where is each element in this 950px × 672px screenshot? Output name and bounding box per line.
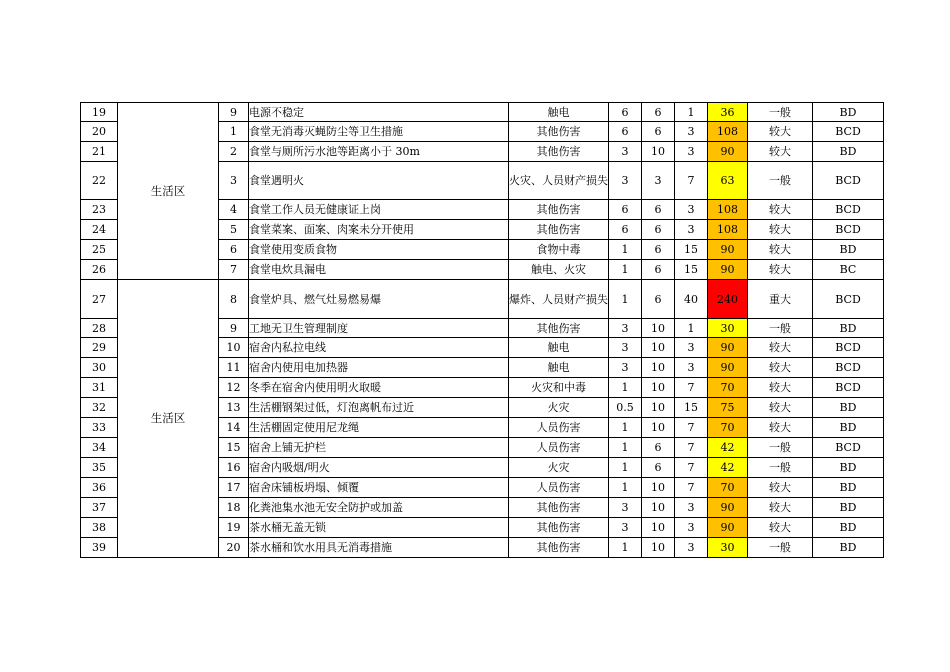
likelihood-cell: 1 [609,458,642,478]
consequence-cell: 15 [675,260,708,280]
likelihood-cell: 1 [609,418,642,438]
risk-score-cell: 63 [708,162,748,200]
risk-assessment-table [80,102,884,558]
item-index-cell: 14 [219,418,249,438]
row-number-cell: 30 [81,358,118,378]
area-cell: 生活区 [118,103,219,280]
control-measure-cell: BCD [813,280,884,319]
hazard-source-cell: 食堂菜案、面案、肉案未分开使用 [249,220,509,240]
possible-accident-cell: 其他伤害 [509,319,609,338]
exposure-cell: 6 [642,260,675,280]
hazard-source-cell: 冬季在宿舍内使用明火取暖 [249,378,509,398]
consequence-cell: 15 [675,240,708,260]
control-measure-cell: BD [813,458,884,478]
likelihood-cell: 3 [609,162,642,200]
risk-level-cell: 较大 [748,240,813,260]
consequence-cell: 1 [675,319,708,338]
hazard-source-cell: 宿舍内使用电加热器 [249,358,509,378]
control-measure-cell: BD [813,478,884,498]
risk-score-cell: 90 [708,338,748,358]
row-number-cell: 34 [81,438,118,458]
item-index-cell: 11 [219,358,249,378]
hazard-source-cell: 宿舍床铺板坍塌、倾覆 [249,478,509,498]
risk-level-cell: 较大 [748,518,813,538]
control-measure-cell: BD [813,240,884,260]
possible-accident-cell: 其他伤害 [509,122,609,142]
likelihood-cell: 3 [609,142,642,162]
possible-accident-cell: 其他伤害 [509,142,609,162]
risk-level-cell: 较大 [748,142,813,162]
consequence-cell: 7 [675,418,708,438]
table-body [81,103,884,558]
likelihood-cell: 1 [609,378,642,398]
likelihood-cell: 1 [609,280,642,319]
exposure-cell: 10 [642,418,675,438]
risk-score-cell: 70 [708,378,748,398]
row-number-cell: 29 [81,338,118,358]
item-index-cell: 17 [219,478,249,498]
hazard-source-cell: 工地无卫生管理制度 [249,319,509,338]
exposure-cell: 6 [642,200,675,220]
control-measure-cell: BCD [813,200,884,220]
consequence-cell: 7 [675,378,708,398]
possible-accident-cell: 触电 [509,103,609,122]
likelihood-cell: 6 [609,220,642,240]
possible-accident-cell: 火灾 [509,458,609,478]
hazard-source-cell: 化粪池集水池无安全防护或加盖 [249,498,509,518]
likelihood-cell: 0.5 [609,398,642,418]
likelihood-cell: 3 [609,338,642,358]
risk-level-cell: 一般 [748,458,813,478]
risk-level-cell: 一般 [748,162,813,200]
exposure-cell: 6 [642,458,675,478]
consequence-cell: 3 [675,220,708,240]
risk-level-cell: 较大 [748,260,813,280]
risk-score-cell: 90 [708,358,748,378]
possible-accident-cell: 火灾和中毒 [509,378,609,398]
likelihood-cell: 6 [609,200,642,220]
item-index-cell: 16 [219,458,249,478]
table-row [81,280,884,319]
row-number-cell: 26 [81,260,118,280]
exposure-cell: 6 [642,220,675,240]
row-number-cell: 20 [81,122,118,142]
hazard-source-cell: 电源不稳定 [249,103,509,122]
exposure-cell: 10 [642,398,675,418]
control-measure-cell: BD [813,518,884,538]
risk-score-cell: 90 [708,498,748,518]
risk-score-cell: 70 [708,418,748,438]
consequence-cell: 3 [675,518,708,538]
possible-accident-cell: 触电 [509,358,609,378]
consequence-cell: 3 [675,498,708,518]
risk-level-cell: 重大 [748,280,813,319]
possible-accident-cell: 人员伤害 [509,438,609,458]
exposure-cell: 6 [642,240,675,260]
row-number-cell: 33 [81,418,118,438]
risk-score-cell: 90 [708,142,748,162]
exposure-cell: 10 [642,319,675,338]
risk-level-cell: 一般 [748,103,813,122]
exposure-cell: 10 [642,142,675,162]
item-index-cell: 9 [219,103,249,122]
likelihood-cell: 1 [609,478,642,498]
risk-score-cell: 70 [708,478,748,498]
risk-level-cell: 较大 [748,378,813,398]
consequence-cell: 7 [675,478,708,498]
exposure-cell: 6 [642,280,675,319]
likelihood-cell: 6 [609,122,642,142]
row-number-cell: 32 [81,398,118,418]
row-number-cell: 36 [81,478,118,498]
hazard-source-cell: 食堂遇明火 [249,162,509,200]
item-index-cell: 9 [219,319,249,338]
consequence-cell: 3 [675,358,708,378]
likelihood-cell: 3 [609,358,642,378]
row-number-cell: 39 [81,538,118,558]
hazard-source-cell: 食堂炉具、燃气灶易燃易爆 [249,280,509,319]
row-number-cell: 22 [81,162,118,200]
hazard-source-cell: 食堂电炊具漏电 [249,260,509,280]
risk-level-cell: 较大 [748,478,813,498]
risk-level-cell: 较大 [748,398,813,418]
possible-accident-cell: 人员伤害 [509,478,609,498]
table-row [81,103,884,122]
control-measure-cell: BCD [813,338,884,358]
possible-accident-cell: 触电、火灾 [509,260,609,280]
consequence-cell: 3 [675,200,708,220]
hazard-source-cell: 生活棚钢架过低，灯泡离帆布过近 [249,398,509,418]
consequence-cell: 1 [675,103,708,122]
possible-accident-cell: 爆炸、人员财产损失 [509,280,609,319]
consequence-cell: 3 [675,142,708,162]
risk-level-cell: 较大 [748,220,813,240]
possible-accident-cell: 食物中毒 [509,240,609,260]
row-number-cell: 27 [81,280,118,319]
risk-level-cell: 一般 [748,438,813,458]
item-index-cell: 10 [219,338,249,358]
hazard-source-cell: 茶水桶无盖无锁 [249,518,509,538]
consequence-cell: 7 [675,458,708,478]
exposure-cell: 10 [642,338,675,358]
risk-score-cell: 108 [708,200,748,220]
exposure-cell: 10 [642,518,675,538]
possible-accident-cell: 人员伤害 [509,418,609,438]
possible-accident-cell: 其他伤害 [509,220,609,240]
likelihood-cell: 1 [609,240,642,260]
control-measure-cell: BD [813,498,884,518]
risk-level-cell: 较大 [748,498,813,518]
consequence-cell: 3 [675,538,708,558]
hazard-source-cell: 宿舍上铺无护栏 [249,438,509,458]
possible-accident-cell: 其他伤害 [509,200,609,220]
risk-level-cell: 一般 [748,319,813,338]
row-number-cell: 28 [81,319,118,338]
control-measure-cell: BCD [813,438,884,458]
item-index-cell: 7 [219,260,249,280]
hazard-source-cell: 宿舍内吸烟/明火 [249,458,509,478]
consequence-cell: 3 [675,338,708,358]
control-measure-cell: BD [813,319,884,338]
risk-level-cell: 较大 [748,122,813,142]
hazard-source-cell: 食堂使用变质食物 [249,240,509,260]
possible-accident-cell: 其他伤害 [509,518,609,538]
likelihood-cell: 3 [609,518,642,538]
item-index-cell: 5 [219,220,249,240]
control-measure-cell: BCD [813,122,884,142]
likelihood-cell: 3 [609,319,642,338]
risk-level-cell: 一般 [748,538,813,558]
consequence-cell: 7 [675,162,708,200]
item-index-cell: 20 [219,538,249,558]
possible-accident-cell: 火灾 [509,398,609,418]
possible-accident-cell: 其他伤害 [509,498,609,518]
row-number-cell: 35 [81,458,118,478]
control-measure-cell: BD [813,418,884,438]
exposure-cell: 10 [642,358,675,378]
control-measure-cell: BD [813,538,884,558]
hazard-source-cell: 食堂与厕所污水池等距离小于 30m [249,142,509,162]
risk-score-cell: 90 [708,240,748,260]
consequence-cell: 7 [675,438,708,458]
consequence-cell: 3 [675,122,708,142]
row-number-cell: 25 [81,240,118,260]
row-number-cell: 38 [81,518,118,538]
risk-score-cell: 90 [708,260,748,280]
risk-score-cell: 30 [708,319,748,338]
row-number-cell: 37 [81,498,118,518]
area-cell: 生活区 [118,280,219,558]
risk-score-cell: 42 [708,458,748,478]
exposure-cell: 6 [642,103,675,122]
hazard-source-cell: 宿舍内私拉电线 [249,338,509,358]
risk-level-cell: 较大 [748,358,813,378]
control-measure-cell: BD [813,103,884,122]
hazard-source-cell: 食堂无消毒灭蝇防尘等卫生措施 [249,122,509,142]
control-measure-cell: BCD [813,378,884,398]
risk-score-cell: 240 [708,280,748,319]
exposure-cell: 10 [642,478,675,498]
risk-score-cell: 30 [708,538,748,558]
item-index-cell: 6 [219,240,249,260]
risk-score-cell: 108 [708,122,748,142]
hazard-source-cell: 茶水桶和饮水用具无消毒措施 [249,538,509,558]
item-index-cell: 15 [219,438,249,458]
exposure-cell: 6 [642,438,675,458]
hazard-source-cell: 食堂工作人员无健康证上岗 [249,200,509,220]
likelihood-cell: 1 [609,438,642,458]
hazard-source-cell: 生活棚固定使用尼龙绳 [249,418,509,438]
control-measure-cell: BC [813,260,884,280]
item-index-cell: 1 [219,122,249,142]
exposure-cell: 10 [642,498,675,518]
possible-accident-cell: 触电 [509,338,609,358]
row-number-cell: 23 [81,200,118,220]
control-measure-cell: BD [813,398,884,418]
control-measure-cell: BCD [813,162,884,200]
risk-score-cell: 90 [708,518,748,538]
item-index-cell: 2 [219,142,249,162]
risk-score-cell: 108 [708,220,748,240]
risk-level-cell: 较大 [748,338,813,358]
item-index-cell: 8 [219,280,249,319]
item-index-cell: 4 [219,200,249,220]
likelihood-cell: 1 [609,260,642,280]
item-index-cell: 18 [219,498,249,518]
control-measure-cell: BCD [813,358,884,378]
item-index-cell: 19 [219,518,249,538]
risk-level-cell: 较大 [748,418,813,438]
row-number-cell: 21 [81,142,118,162]
consequence-cell: 40 [675,280,708,319]
possible-accident-cell: 火灾、人员财产损失 [509,162,609,200]
row-number-cell: 19 [81,103,118,122]
exposure-cell: 10 [642,378,675,398]
likelihood-cell: 3 [609,498,642,518]
item-index-cell: 13 [219,398,249,418]
risk-score-cell: 42 [708,438,748,458]
item-index-cell: 3 [219,162,249,200]
exposure-cell: 3 [642,162,675,200]
control-measure-cell: BCD [813,220,884,240]
likelihood-cell: 6 [609,103,642,122]
item-index-cell: 12 [219,378,249,398]
consequence-cell: 15 [675,398,708,418]
risk-score-cell: 36 [708,103,748,122]
exposure-cell: 6 [642,122,675,142]
row-number-cell: 31 [81,378,118,398]
control-measure-cell: BD [813,142,884,162]
risk-score-cell: 75 [708,398,748,418]
row-number-cell: 24 [81,220,118,240]
possible-accident-cell: 其他伤害 [509,538,609,558]
risk-level-cell: 较大 [748,200,813,220]
exposure-cell: 10 [642,538,675,558]
likelihood-cell: 1 [609,538,642,558]
